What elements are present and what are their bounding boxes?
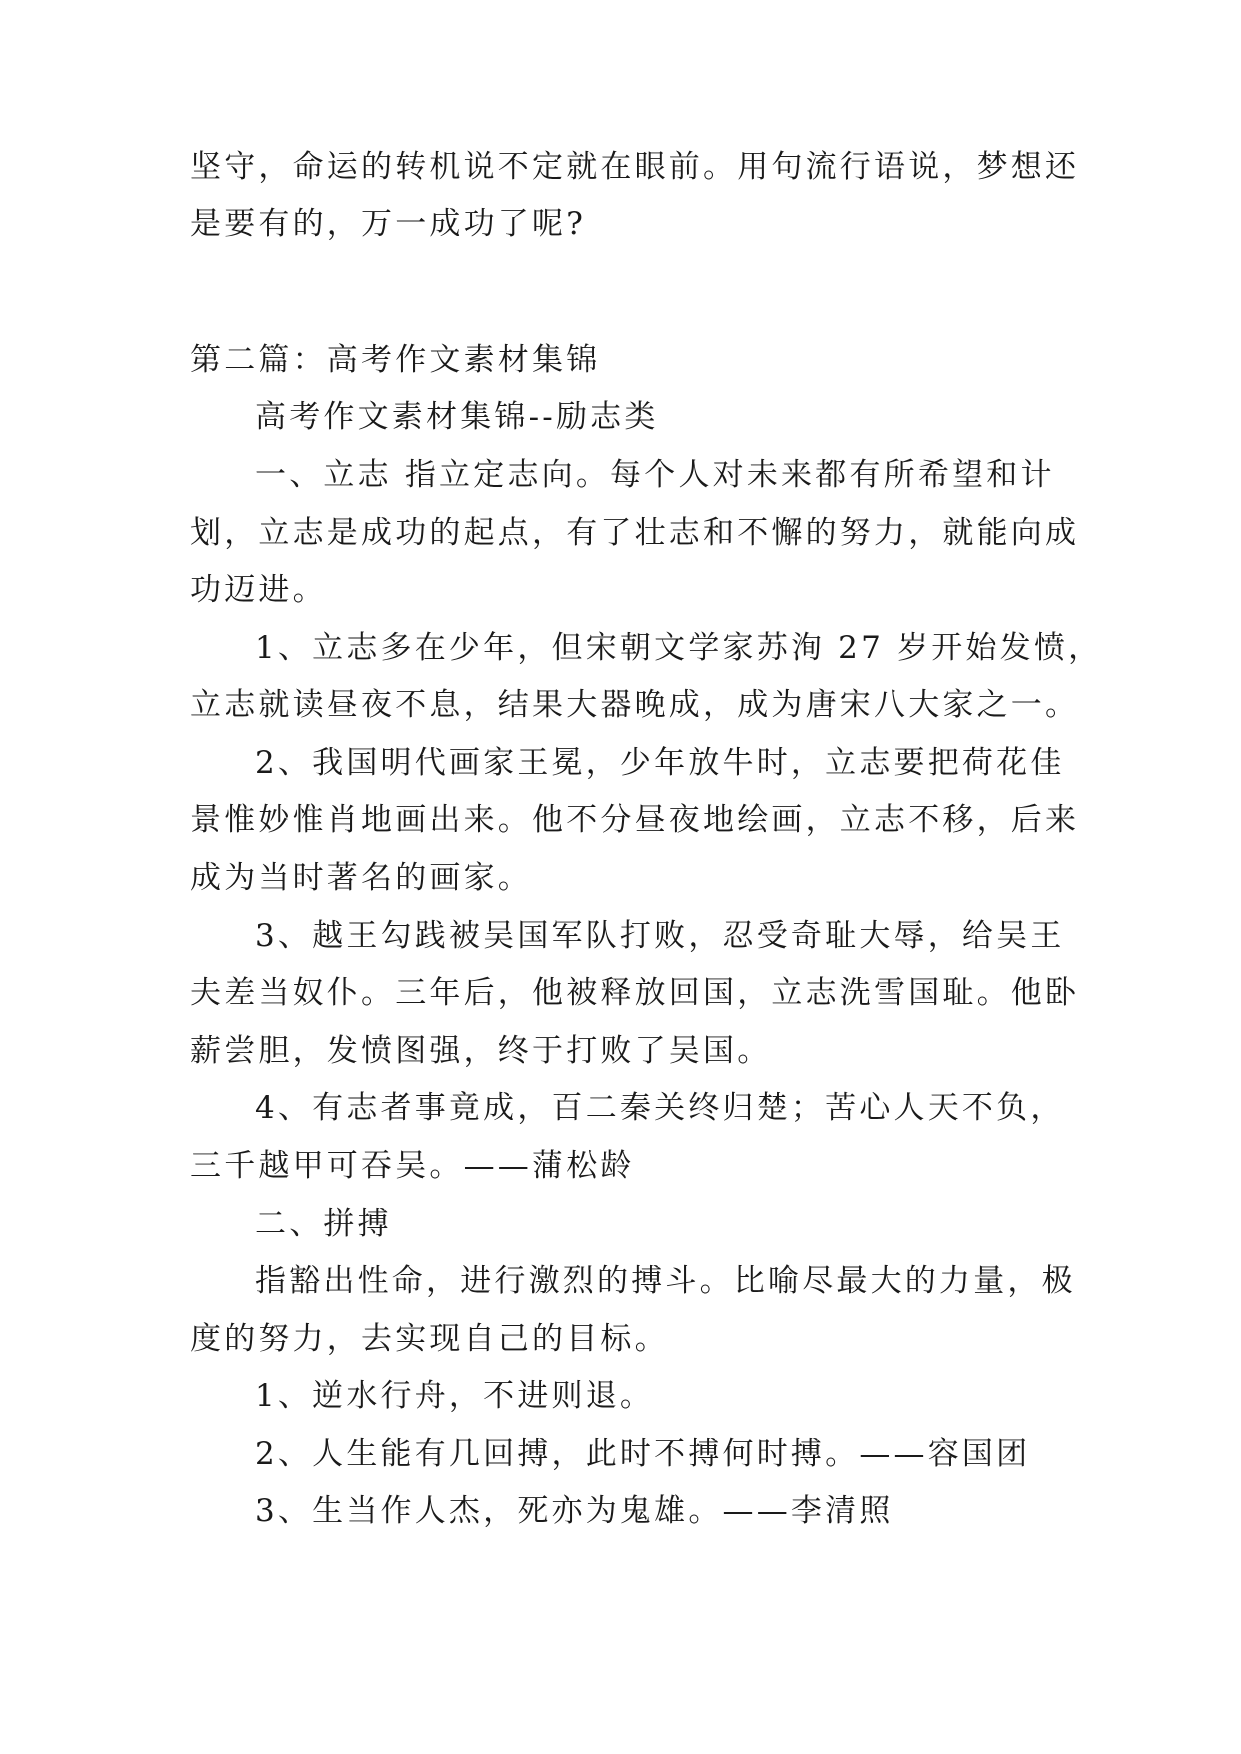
section-heading: 第二篇：高考作文素材集锦 <box>190 342 601 378</box>
list-item-line: 2、我国明代画家王冕，少年放牛时，立志要把荷花佳 <box>255 745 1065 781</box>
paragraph-line: 坚守，命运的转机说不定就在眼前。用句流行语说，梦想还 <box>190 149 1080 185</box>
quote-line: 4、有志者事竟成，百二秦关终归楚；苦心人天不负， <box>255 1090 1065 1126</box>
paragraph-line: 指豁出性命，进行激烈的搏斗。比喻尽最大的力量，极 <box>255 1263 1076 1299</box>
paragraph-line: 度的努力，去实现自己的目标。 <box>190 1321 669 1357</box>
list-item-line: 景惟妙惟肖地画出来。他不分昼夜地绘画，立志不移，后来 <box>190 802 1080 838</box>
list-item-line: 1、立志多在少年，但宋朝文学家苏洵 27 岁开始发愤， <box>255 630 1103 666</box>
subsection-title: 高考作文素材集锦--励志类 <box>255 399 659 435</box>
paragraph-line: 划，立志是成功的起点，有了壮志和不懈的努力，就能向成 <box>190 515 1080 551</box>
list-item-line: 1、逆水行舟，不进则退。 <box>255 1378 655 1414</box>
paragraph-line: 是要有的，万一成功了呢? <box>190 206 587 242</box>
section-subheading: 二、拼搏 <box>255 1206 392 1242</box>
list-item-line: 立志就读昼夜不息，结果大器晚成，成为唐宋八大家之一。 <box>190 687 1080 723</box>
quote-line: 三千越甲可吞吴。——蒲松龄 <box>190 1148 635 1184</box>
list-item-line: 夫差当奴仆。三年后，他被释放回国，立志洗雪国耻。他卧 <box>190 975 1080 1011</box>
paragraph-line: 一、立志 指立定志向。每个人对未来都有所希望和计 <box>255 457 1055 493</box>
list-item-line: 3、越王勾践被吴国军队打败，忍受奇耻大辱，给吴王 <box>255 918 1065 954</box>
list-item-line: 成为当时著名的画家。 <box>190 860 532 896</box>
paragraph-line: 功迈进。 <box>190 572 327 608</box>
list-item-line: 2、人生能有几回搏，此时不搏何时搏。——容国团 <box>255 1436 1031 1472</box>
list-item-line: 薪尝胆，发愤图强，终于打败了吴国。 <box>190 1033 772 1069</box>
list-item-line: 3、生当作人杰，死亦为鬼雄。——李清照 <box>255 1493 894 1529</box>
